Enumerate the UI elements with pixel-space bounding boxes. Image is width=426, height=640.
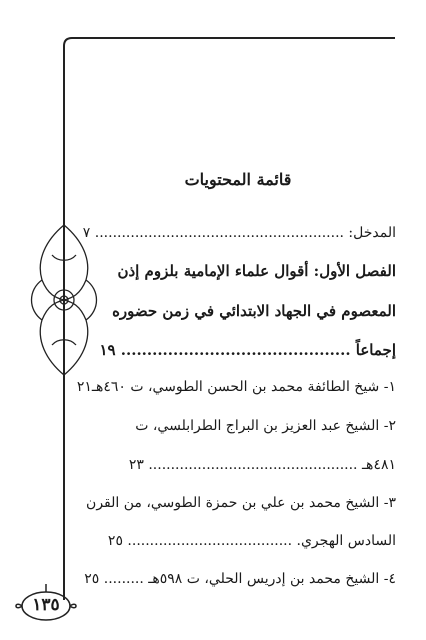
toc-entry-chapter1-line2: المعصوم في الجهاد الابتدائي في زمن حضوره	[112, 302, 396, 320]
page-title: قائمة المحتويات	[184, 170, 292, 189]
toc-entry-2-line1: ٢- الشيخ عبد العزيز بن البراج الطرابلسي، ت	[135, 418, 396, 434]
toc-entry-4: ٤- الشيخ محمد بن إدريس الحلي، ت ٥٩٨هـ ......... ٢٥	[84, 571, 396, 587]
page-number: ١٣٥	[32, 595, 60, 615]
toc-entry-chapter1-line3: إجماعاً ............................................ ١٩	[99, 341, 396, 359]
toc-entry-chapter1-line1: الفصل الأول: أقوال علماء الإمامية بلزوم إذن	[117, 262, 396, 280]
toc-entry-3-line1: ٣- الشيخ محمد بن علي بن حمزة الطوسي، من القرن	[86, 495, 396, 511]
toc-entry-intro: المدخل: ........................................................ ٧	[82, 225, 396, 241]
toc-entry-2-line2: ٤٨١هـ ............................................... ٢٣	[128, 457, 396, 473]
toc-entry-1: ١- شيخ الطائفة محمد بن الحسن الطوسي، ت ٤٦٠هـ٢١	[76, 379, 396, 395]
toc-entry-3-line2: السادس الهجري. ..................................... ٢٥	[107, 533, 396, 549]
table-of-contents	[80, 170, 396, 219]
